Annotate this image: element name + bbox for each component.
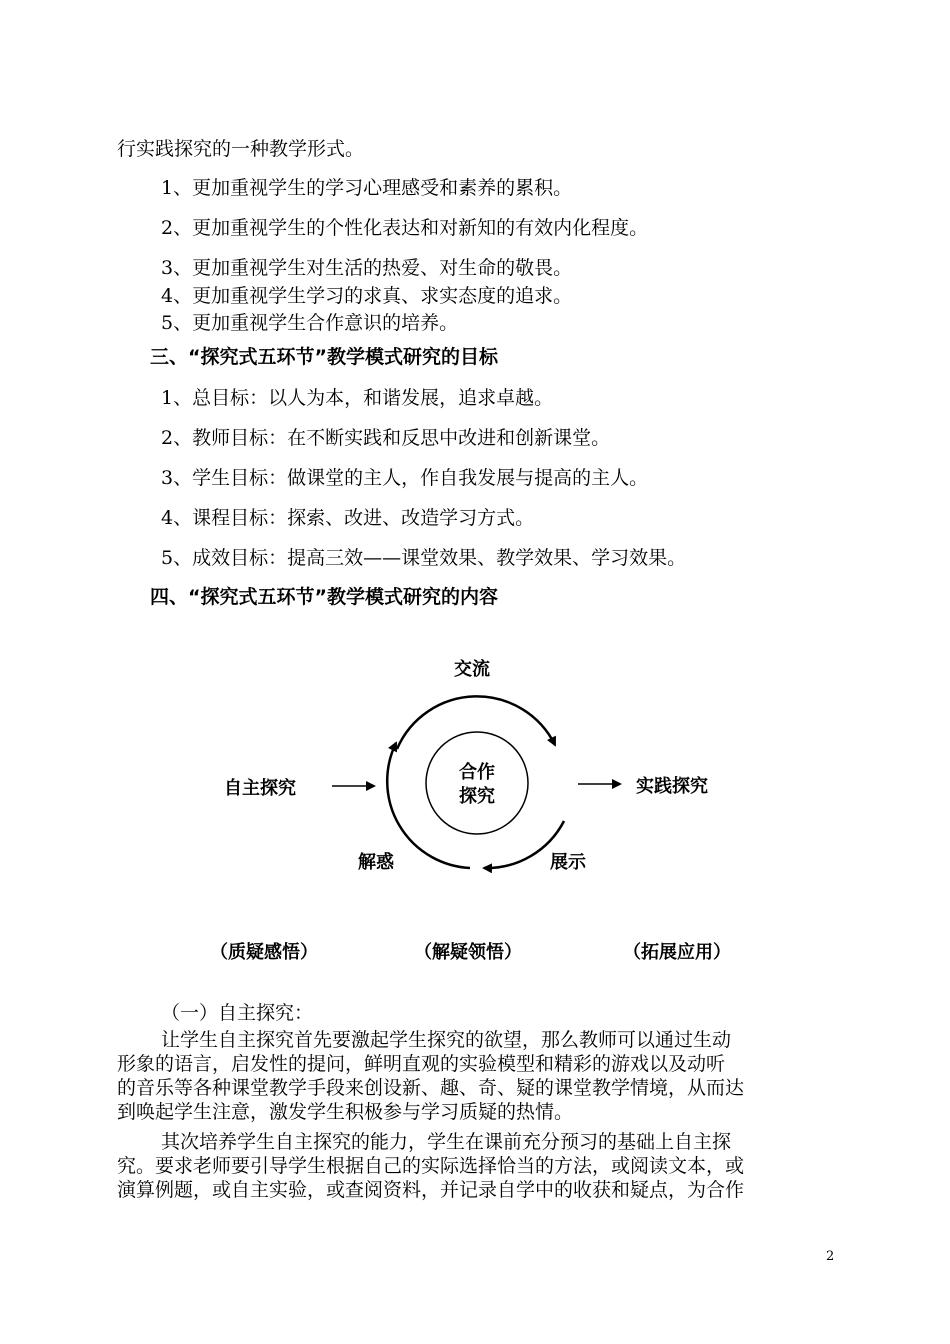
- caption-3: （拓展应用）: [623, 942, 731, 963]
- cycle-diagram: [200, 645, 760, 975]
- paragraph-2: [117, 1130, 835, 1202]
- paragraph-line: 演算例题，或自主实验，或查阅资料，并记录自学中的收获和疑点，为合作: [117, 1179, 745, 1201]
- paragraph-line: 形象的语言，启发性的提问，鲜明直观的实验模型和精彩的游戏以及动听: [117, 1053, 726, 1075]
- label-bottom-left: 解惑: [358, 852, 394, 873]
- section4-heading: 四、“探究式五环节”教学模式研究的内容: [150, 586, 498, 608]
- page-number: 2: [826, 1249, 835, 1264]
- label-center-1: 合作: [459, 762, 495, 783]
- paragraph-1: [117, 1028, 835, 1124]
- cycle-arc-top: [397, 696, 555, 749]
- cycle-diagram-graphic: [200, 645, 760, 975]
- section3-heading: 三、“探究式五环节”教学模式研究的目标: [150, 346, 498, 368]
- list-item: 3、更加重视学生对生活的热爱、对生命的敬畏。: [161, 257, 573, 279]
- subsection-title: （一）自主探究：: [161, 1002, 314, 1024]
- list-item: 1、总目标：以人为本，和谐发展，追求卓越。: [161, 387, 554, 409]
- list-item: 3、学生目标：做课堂的主人，作自我发展与提高的主人。: [161, 467, 649, 489]
- intro-line: 行实践探究的一种教学形式。: [117, 138, 365, 160]
- list-item: 5、成效目标：提高三效——课堂效果、教学效果、学习效果。: [161, 547, 687, 569]
- paragraph-line: 的音乐等各种课堂教学手段来创设新、趣、奇、疑的课堂教学情境，从而达: [117, 1077, 745, 1099]
- list-item: 4、课程目标：探索、改进、改造学习方式。: [161, 507, 535, 529]
- list-item: 1、更加重视学生的学习心理感受和素养的累积。: [161, 177, 573, 199]
- label-bottom-right: 展示: [550, 852, 586, 873]
- paragraph-line: 究。要求老师要引导学生根据自己的实际选择恰当的方法，或阅读文本，或: [117, 1155, 745, 1177]
- caption-1: （质疑感悟）: [210, 942, 318, 963]
- label-center-2: 探究: [459, 786, 495, 807]
- list-item: 4、更加重视学生学习的求真、求实态度的追求。: [161, 285, 573, 307]
- paragraph-line: 让学生自主探究首先要激起学生探究的欲望，那么教师可以通过生动: [161, 1029, 732, 1051]
- label-top: 交流: [454, 659, 490, 680]
- list-item: 2、教师目标：在不断实践和反思中改进和创新课堂。: [161, 427, 611, 449]
- label-right: 实践探究: [636, 776, 708, 797]
- paragraph-line: 到唤起学生注意，激发学生积极参与学习质疑的热情。: [117, 1101, 574, 1123]
- list-item: 5、更加重视学生合作意识的培养。: [161, 312, 459, 334]
- label-left: 自主探究: [224, 778, 296, 799]
- list-item: 2、更加重视学生的个性化表达和对新知的有效内化程度。: [161, 217, 649, 239]
- caption-2: （解疑领悟）: [414, 942, 522, 963]
- cycle-arc-left: [387, 743, 470, 868]
- paragraph-line: 其次培养学生自主探究的能力，学生在课前充分预习的基础上自主探: [161, 1131, 732, 1153]
